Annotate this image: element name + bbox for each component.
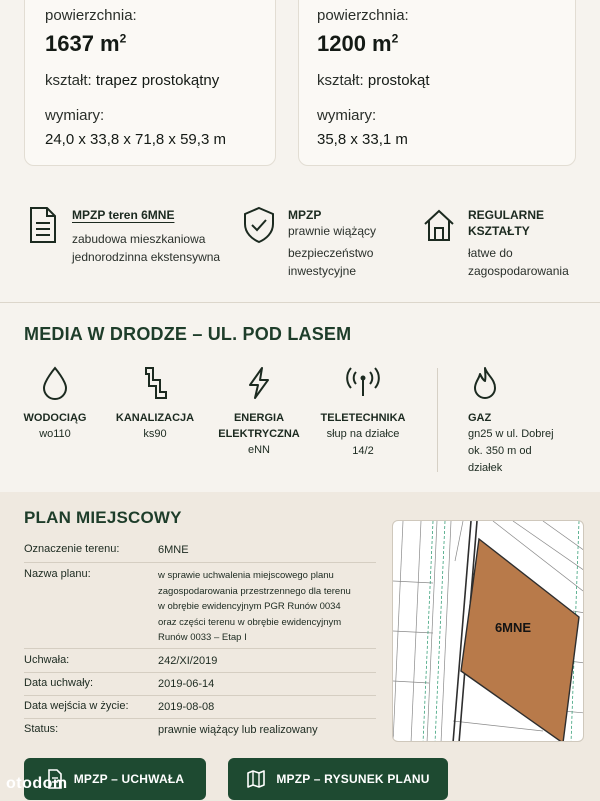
dims-value: 35,8 x 33,1 m xyxy=(317,131,408,148)
map-drawing xyxy=(393,521,584,742)
row-value-line: oraz części terenu w obrębie ewidencyjnym xyxy=(158,616,342,628)
row-key: Data wejścia w życie: xyxy=(24,700,129,712)
row-value: 242/XI/2019 xyxy=(158,655,218,667)
feature-desc: zabudowa mieszkaniowa xyxy=(72,232,206,246)
feature-title: MPZP xyxy=(288,208,322,222)
row-value: 6MNE xyxy=(158,544,189,556)
flame-icon xyxy=(470,366,500,400)
pipe-icon xyxy=(140,366,170,400)
media-value: ks90 xyxy=(143,428,167,440)
row-key: Nazwa planu: xyxy=(24,568,91,580)
media-value: gn25 w ul. Dobrej xyxy=(468,428,554,440)
row-value-line: w obrębie ewidencyjnym PGR Runów 0034 xyxy=(158,601,341,612)
lightning-icon xyxy=(244,366,274,400)
area-label: powierzchnia: xyxy=(317,7,409,24)
area-value: 1637 $m^2$ xyxy=(45,31,127,56)
row-value-line: w sprawie uchwalenia miejscowego planu xyxy=(158,570,334,581)
plan-row-resolution xyxy=(24,654,384,670)
plan-row-designation xyxy=(24,543,384,559)
divider xyxy=(0,302,600,303)
feature-title: REGULARNE xyxy=(468,208,545,222)
row-value: 2019-06-14 xyxy=(158,678,215,690)
row-key: Oznaczenie terenu: xyxy=(24,543,120,555)
row-divider xyxy=(24,648,376,649)
row-key: Status: xyxy=(24,723,59,735)
dims-value: 24,0 x 33,8 x 71,8 x 59,3 m xyxy=(45,131,226,148)
plan-row-effective-date xyxy=(24,700,384,716)
dims-label: wymiary: xyxy=(45,107,105,124)
plan-map[interactable] xyxy=(392,520,584,742)
row-divider xyxy=(24,672,376,673)
media-title: ENERGIA xyxy=(233,412,285,424)
feature-desc: bezpieczeństwo xyxy=(288,246,374,260)
map-label: 6MNE xyxy=(494,620,532,635)
media-heading: MEDIA W DRODZE – UL. POD LASEM xyxy=(24,324,352,344)
area-value: 1200 $m^2$ xyxy=(317,31,399,56)
row-key: Uchwała: xyxy=(24,654,70,666)
media-title: GAZ xyxy=(468,412,492,424)
button-label: MPZP – UCHWAŁA xyxy=(73,772,185,786)
shape-info: kształt: trapez prostokątny xyxy=(45,72,220,89)
plan-heading: PLAN MIEJSCOWY xyxy=(24,508,182,527)
house-icon xyxy=(422,206,456,244)
shape-info: kształt: prostokąt xyxy=(317,72,430,89)
plot-card-2 xyxy=(298,0,576,166)
feature-mpzp-area xyxy=(26,206,236,266)
feature-desc: zagospodarowania xyxy=(468,264,569,278)
plan-row-resolution-date xyxy=(24,677,384,693)
media-title-2: ELEKTRYCZNA xyxy=(218,428,300,440)
antenna-icon xyxy=(346,366,380,400)
feature-desc: jednorodzinna ekstensywna xyxy=(72,250,221,264)
row-divider xyxy=(24,695,376,696)
media-value: słup na działce xyxy=(326,428,400,440)
media-telecom xyxy=(308,366,418,460)
row-key: Data uchwały: xyxy=(24,677,94,689)
feature-title-2: KSZTAŁTY xyxy=(468,224,530,238)
media-title: WODOCIĄG xyxy=(23,412,87,424)
row-value: prawnie wiążący lub realizowany xyxy=(158,724,318,736)
map-icon xyxy=(246,769,266,789)
button-label: MPZP – RYSUNEK PLANU xyxy=(276,772,430,786)
row-value-line: Runów 0033 – Etap I xyxy=(158,632,247,643)
feature-desc: inwestycyjne xyxy=(288,264,357,278)
media-title: TELETECHNIKA xyxy=(320,412,406,424)
media-divider xyxy=(437,368,438,472)
media-value: wo110 xyxy=(39,428,71,440)
water-drop-icon xyxy=(40,366,70,400)
mpzp-plan-drawing-button[interactable] xyxy=(228,758,448,800)
feature-mpzp-binding xyxy=(242,206,412,286)
feature-regular-shapes xyxy=(422,206,592,286)
feature-desc: prawnie wiążący xyxy=(288,224,377,238)
shield-check-icon xyxy=(242,206,276,244)
row-value: 2019-08-08 xyxy=(158,701,215,713)
row-divider xyxy=(24,718,376,719)
row-value xyxy=(158,568,378,646)
feature-title: MPZP teren 6MNE xyxy=(72,208,175,222)
dims-label: wymiary: xyxy=(317,107,377,124)
media-value-2: 14/2 xyxy=(352,445,374,457)
watermark-logo: otodom xyxy=(6,775,68,792)
plan-row-status xyxy=(24,723,384,739)
media-sewage xyxy=(100,366,210,443)
document-icon xyxy=(26,206,60,244)
row-divider xyxy=(24,562,376,563)
media-water xyxy=(0,366,110,443)
media-gas xyxy=(446,366,576,477)
plot-card-1 xyxy=(24,0,276,166)
media-title: KANALIZACJA xyxy=(115,412,195,424)
row-value-line: zagospodarowania przestrzennego dla terenu xyxy=(158,585,351,597)
media-value-2: ok. 350 m od xyxy=(468,445,532,457)
media-value-3: działek xyxy=(468,462,503,474)
plan-row-name xyxy=(24,568,384,648)
feature-desc: łatwe do xyxy=(468,246,513,260)
parcel-6mne xyxy=(461,539,579,742)
area-label: powierzchnia: xyxy=(45,7,137,24)
media-electricity xyxy=(204,366,314,459)
media-value: eNN xyxy=(247,444,270,456)
